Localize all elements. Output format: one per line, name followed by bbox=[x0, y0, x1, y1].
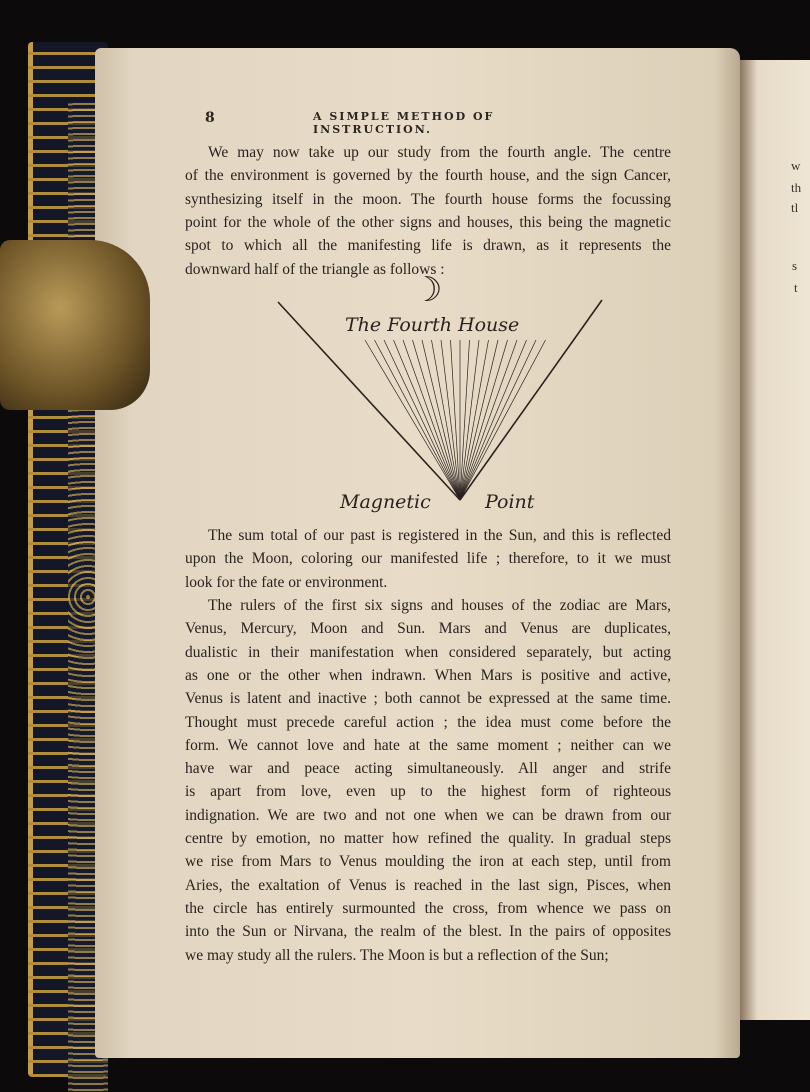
text-line: into the Sun or Nirvana, the realm of the blest. In the pairs of opposites bbox=[185, 923, 671, 941]
text-line: the circle has entirely surmounted the cross, from whence we pass on bbox=[185, 899, 671, 917]
text-line: centre by emotion, no matter how refined the quality. In gradual steps bbox=[185, 830, 671, 847]
fragment: w bbox=[791, 158, 801, 173]
text-line: of the environment is governed by the fourth house, and the sign Cancer, bbox=[185, 167, 671, 185]
text-line: indignation. We are two and not one when we can be drawn from our bbox=[185, 806, 671, 824]
ray-line bbox=[451, 340, 461, 500]
fragment: s bbox=[792, 258, 798, 273]
text-line: upon the Moon, coloring our manifested life ; therefore, to it we must bbox=[185, 550, 671, 568]
text-line: look for the fate or environment. bbox=[185, 573, 388, 591]
ray-line bbox=[460, 340, 470, 500]
text-line: have war and peace acting simultaneously. All anger and strife bbox=[185, 760, 671, 778]
text-line: Venus is latent and inactive ; both cannot be expressed at the same time. bbox=[185, 690, 671, 708]
ray-line bbox=[394, 340, 461, 500]
diagram-label-point: Point bbox=[485, 491, 535, 513]
ray-line bbox=[403, 340, 460, 500]
diagram-label-magnetic: Magnetic bbox=[340, 491, 431, 513]
ray-line bbox=[460, 340, 536, 500]
running-head: A SIMPLE METHOD OF INSTRUCTION. bbox=[313, 110, 495, 136]
ray-line bbox=[460, 340, 517, 500]
fragment: th bbox=[791, 180, 802, 195]
page-number: 8 bbox=[205, 110, 217, 126]
brass-page-clip bbox=[0, 240, 150, 410]
text-line: point for the whole of the other signs and houses, this being the magnetic bbox=[185, 213, 671, 231]
text-line: The rulers of the first six signs and houses of the zodiac are Mars, bbox=[208, 597, 671, 614]
text-line: synthesizing itself in the moon. The fourth house forms the focussing bbox=[185, 190, 671, 208]
ray-line bbox=[413, 340, 461, 500]
ray-line bbox=[441, 340, 460, 500]
ray-line bbox=[384, 340, 460, 500]
text-line: We may now take up our study from the fourth angle. The centre bbox=[208, 144, 671, 161]
fourth-house-diagram bbox=[270, 270, 610, 513]
text-line: Venus, Mercury, Moon and Sun. Mars and Venus are duplicates, bbox=[185, 620, 671, 638]
triangle-rays bbox=[270, 278, 610, 508]
moon-icon: ☽ bbox=[412, 270, 443, 310]
ray-line bbox=[460, 340, 489, 500]
ray-line bbox=[422, 340, 460, 500]
text-line: downward half of the triangle as follows : bbox=[185, 260, 445, 278]
ray-line bbox=[460, 340, 498, 500]
fragment: t bbox=[794, 280, 798, 295]
facing-page bbox=[740, 60, 810, 1020]
text-line: we rise from Mars to Venus moulding the iron at each step, until from bbox=[185, 853, 671, 871]
text-line: as one or the other when indrawn. When Mars is positive and active, bbox=[185, 666, 671, 684]
fragment: tl bbox=[791, 200, 799, 215]
diagram-label-top: The Fourth House bbox=[345, 314, 520, 336]
text-line: form. We cannot love and hate at the same moment ; neither can we bbox=[185, 736, 671, 754]
text-line: Thought must precede careful action ; the idea must come before the bbox=[185, 713, 671, 731]
text-line: The sum total of our past is registered in the Sun, and this is reflected bbox=[208, 527, 671, 544]
text-line: is apart from love, even up to the highest form of righteous bbox=[185, 783, 671, 801]
ray-line bbox=[460, 340, 546, 500]
text-line: Aries, the exaltation of Venus is reached in the last sign, Pisces, when bbox=[185, 876, 671, 894]
ray-line bbox=[460, 340, 508, 500]
text-line: spot to which all the manifesting life is drawn, as it represents the bbox=[185, 237, 671, 255]
text-line: we may study all the rulers. The Moon is but a reflection of the Sun; bbox=[185, 946, 609, 964]
text-line: dualistic in their manifestation when considered separately, but acting bbox=[185, 643, 671, 661]
